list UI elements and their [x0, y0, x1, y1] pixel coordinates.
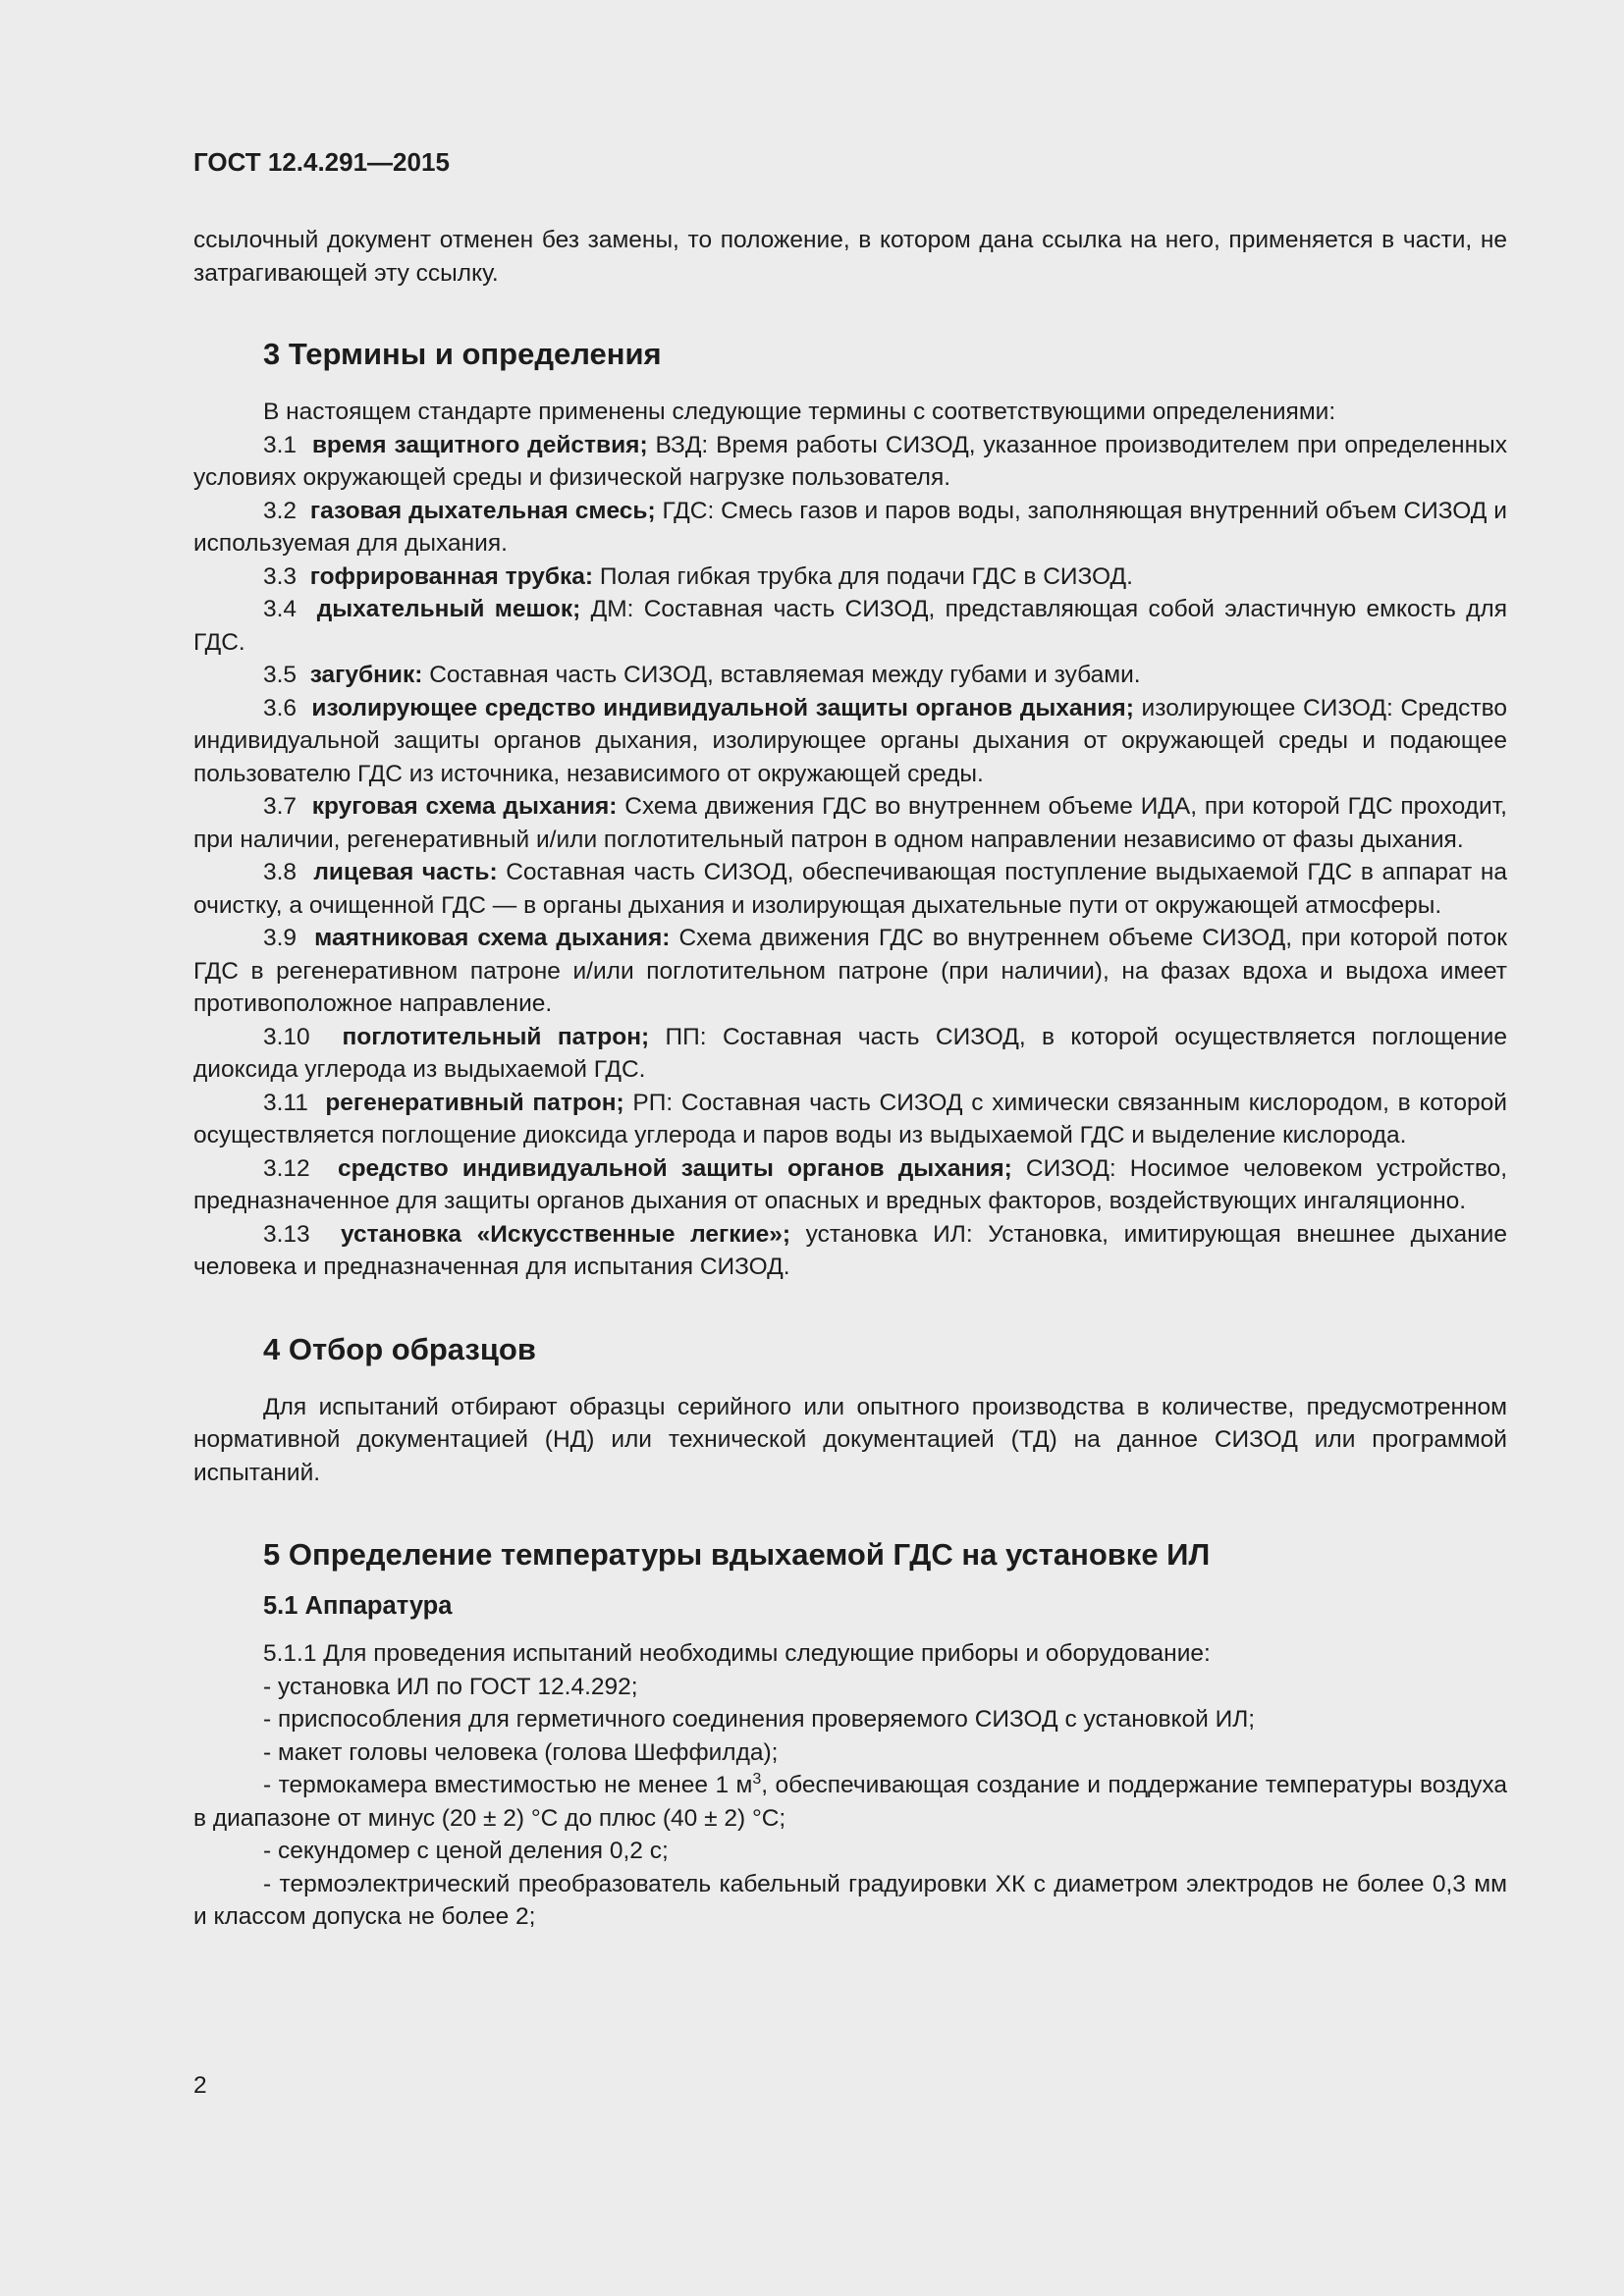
term-text: Полая гибкая трубка для подачи ГДС в СИЗОД.	[593, 562, 1133, 590]
term-text: изолирующее СИЗОД: Средство индивидуальной защиты органов дыхания, изолирующее органы дыхания от окружающей среды и подающее пользователю ГДС из источника, независимого от окружающей среды.	[193, 694, 1507, 787]
term-number: 3.12	[263, 1154, 310, 1182]
subsection-5-1-1-lead: 5.1.1 Для проведения испытаний необходимы следующие приборы и оборудование:	[263, 1640, 1211, 1667]
term-definition	[193, 1152, 1507, 1218]
term-text: Схема движения ГДС во внутреннем объеме СИЗОД, при которой поток ГДС в регенеративном патроне и/или поглотительном патроне (при наличии), на фазах вдоха и выдоха имеет противоположное направление.	[193, 925, 1507, 1017]
term-name: маятниковая схема дыхания:	[314, 925, 671, 951]
section-3-title: 3 Термины и определения	[263, 337, 662, 371]
term-text: ДМ: Составная часть СИЗОД, представляющая собой эластичную емкость для ГДС.	[193, 596, 1507, 656]
term-text: ПП: Составная часть СИЗОД, в которой осуществляется поглощение диоксида углерода из выдыхаемой ГДС.	[193, 1023, 1507, 1083]
equipment-item: - установка ИЛ по ГОСТ 12.4.292;	[263, 1673, 638, 1700]
term-name: поглотительный патрон;	[342, 1023, 650, 1050]
term-name: время защитного действия;	[311, 431, 648, 458]
terms-list	[193, 429, 1507, 1284]
term-name: регенеративный патрон;	[325, 1089, 624, 1116]
term-name: дыхательный мешок;	[316, 596, 581, 622]
term-name: установка «Искусственные легкие»;	[341, 1220, 790, 1248]
term-number: 3.8	[263, 859, 298, 885]
term-text: установка ИЛ: Установка, имитирующая внешнее дыхание человека и предназначенная для испытания СИЗОД.	[193, 1220, 1507, 1280]
term-definition	[193, 692, 1507, 791]
term-number: 3.6	[263, 694, 298, 721]
term-definition	[193, 1218, 1507, 1284]
term-name: круговая схема дыхания:	[311, 793, 618, 820]
term-number: 3.7	[263, 793, 298, 820]
term-definition	[193, 593, 1507, 659]
thermo-text-after: , обеспечивающая создание и поддержание температуры воздуха в диапазоне от минус (20 ± 2) °С до плюс (40 ± 2) °С;	[193, 1772, 1507, 1832]
term-text: ГДС: Смесь газов и паров воды, заполняющая внутренний объем СИЗОД и используемая для дыхания.	[193, 497, 1507, 557]
term-definition	[193, 856, 1507, 922]
term-number: 3.11	[263, 1089, 308, 1116]
term-text: Схема движения ГДС во внутреннем объеме ИДА, при которой ГДС проходит, при наличии, регенеративный и/или поглотительный патрон в одном направлении независимо от фазы дыхания.	[193, 793, 1507, 853]
term-definition	[193, 495, 1507, 561]
term-name: загубник:	[309, 662, 423, 688]
term-name: лицевая часть:	[313, 859, 498, 885]
term-definition	[193, 790, 1507, 856]
term-definition	[193, 561, 1507, 594]
term-name: средство индивидуальной защиты органов дыхания;	[337, 1154, 1012, 1182]
equipment-item: - секундомер с ценой деления 0,2 с;	[263, 1838, 669, 1864]
term-number: 3.5	[263, 662, 298, 688]
term-number: 3.3	[263, 562, 298, 590]
term-name: газовая дыхательная смесь;	[309, 497, 656, 524]
document-page	[193, 147, 1507, 1934]
section-4-title: 4 Отбор образцов	[263, 1331, 536, 1366]
document-header: ГОСТ 12.4.291—2015	[193, 147, 450, 177]
equipment-item: - макет головы человека (голова Шеффилда);	[263, 1738, 779, 1766]
term-text: РП: Составная часть СИЗОД с химически связанным кислородом, в которой осуществляется поглощение диоксида углерода и паров воды из выдыхаемой ГДС и выделение кислорода.	[193, 1089, 1507, 1148]
term-definition	[193, 922, 1507, 1021]
section-4-text: Для испытаний отбирают образцы серийного или опытного производства в количестве, предусмотренном нормативной документацией (НД) или технической документацией (ТД) на данное СИЗОД или программой испытаний.	[193, 1393, 1507, 1486]
term-number: 3.10	[263, 1023, 310, 1050]
subsection-5-1-title: 5.1 Аппаратура	[263, 1592, 453, 1620]
term-definition	[193, 1021, 1507, 1087]
term-text: Составная часть СИЗОД, обеспечивающая поступление выдыхаемой ГДС в аппарат на очистку, а очищенной ГДС — в органы дыхания и изолирующая дыхательные пути от окружающей атмосферы.	[193, 859, 1507, 919]
section-3-lead: В настоящем стандарте применены следующие термины с соответствующими определениями:	[263, 399, 1336, 425]
term-definition	[193, 429, 1507, 495]
term-number: 3.13	[263, 1220, 310, 1248]
term-definition	[193, 659, 1507, 692]
equipment-item: - термоэлектрический преобразователь кабельный градуировки ХК с диаметром электродов не более 0,3 мм и классом допуска не более 2;	[193, 1870, 1507, 1930]
term-name: гофрированная трубка:	[309, 562, 594, 590]
equipment-item-thermochamber	[193, 1769, 1507, 1835]
term-number: 3.2	[263, 497, 298, 524]
section-5-title: 5 Определение температуры вдыхаемой ГДС на установке ИЛ	[263, 1537, 1211, 1572]
term-number: 3.9	[263, 925, 298, 951]
thermo-text-before: - термокамера вместимостью не менее 1 м	[263, 1772, 753, 1798]
term-number: 3.1	[263, 431, 298, 458]
term-text: СИЗОД: Носимое человеком устройство, предназначенное для защиты органов дыхания от опасных и вредных факторов, воздействующих ингаляционно.	[193, 1154, 1508, 1214]
continued-paragraph: ссылочный документ отменен без замены, то положение, в котором дана ссылка на него, применяется в части, не затрагивающей эту ссылку.	[193, 227, 1507, 287]
equipment-item: - приспособления для герметичного соединения проверяемого СИЗОД с установкой ИЛ;	[263, 1706, 1256, 1733]
superscript-3: 3	[752, 1770, 762, 1788]
term-number: 3.4	[263, 596, 298, 622]
term-text: ВЗД: Время работы СИЗОД, указанное производителем при определенных условиях окружающей среды и физической нагрузке пользователя.	[193, 431, 1507, 491]
term-name: изолирующее средство индивидуальной защиты органов дыхания;	[311, 694, 1134, 721]
term-text: Составная часть СИЗОД, вставляемая между губами и зубами.	[422, 662, 1141, 688]
page-number: 2	[193, 2072, 207, 2099]
term-definition	[193, 1087, 1507, 1152]
